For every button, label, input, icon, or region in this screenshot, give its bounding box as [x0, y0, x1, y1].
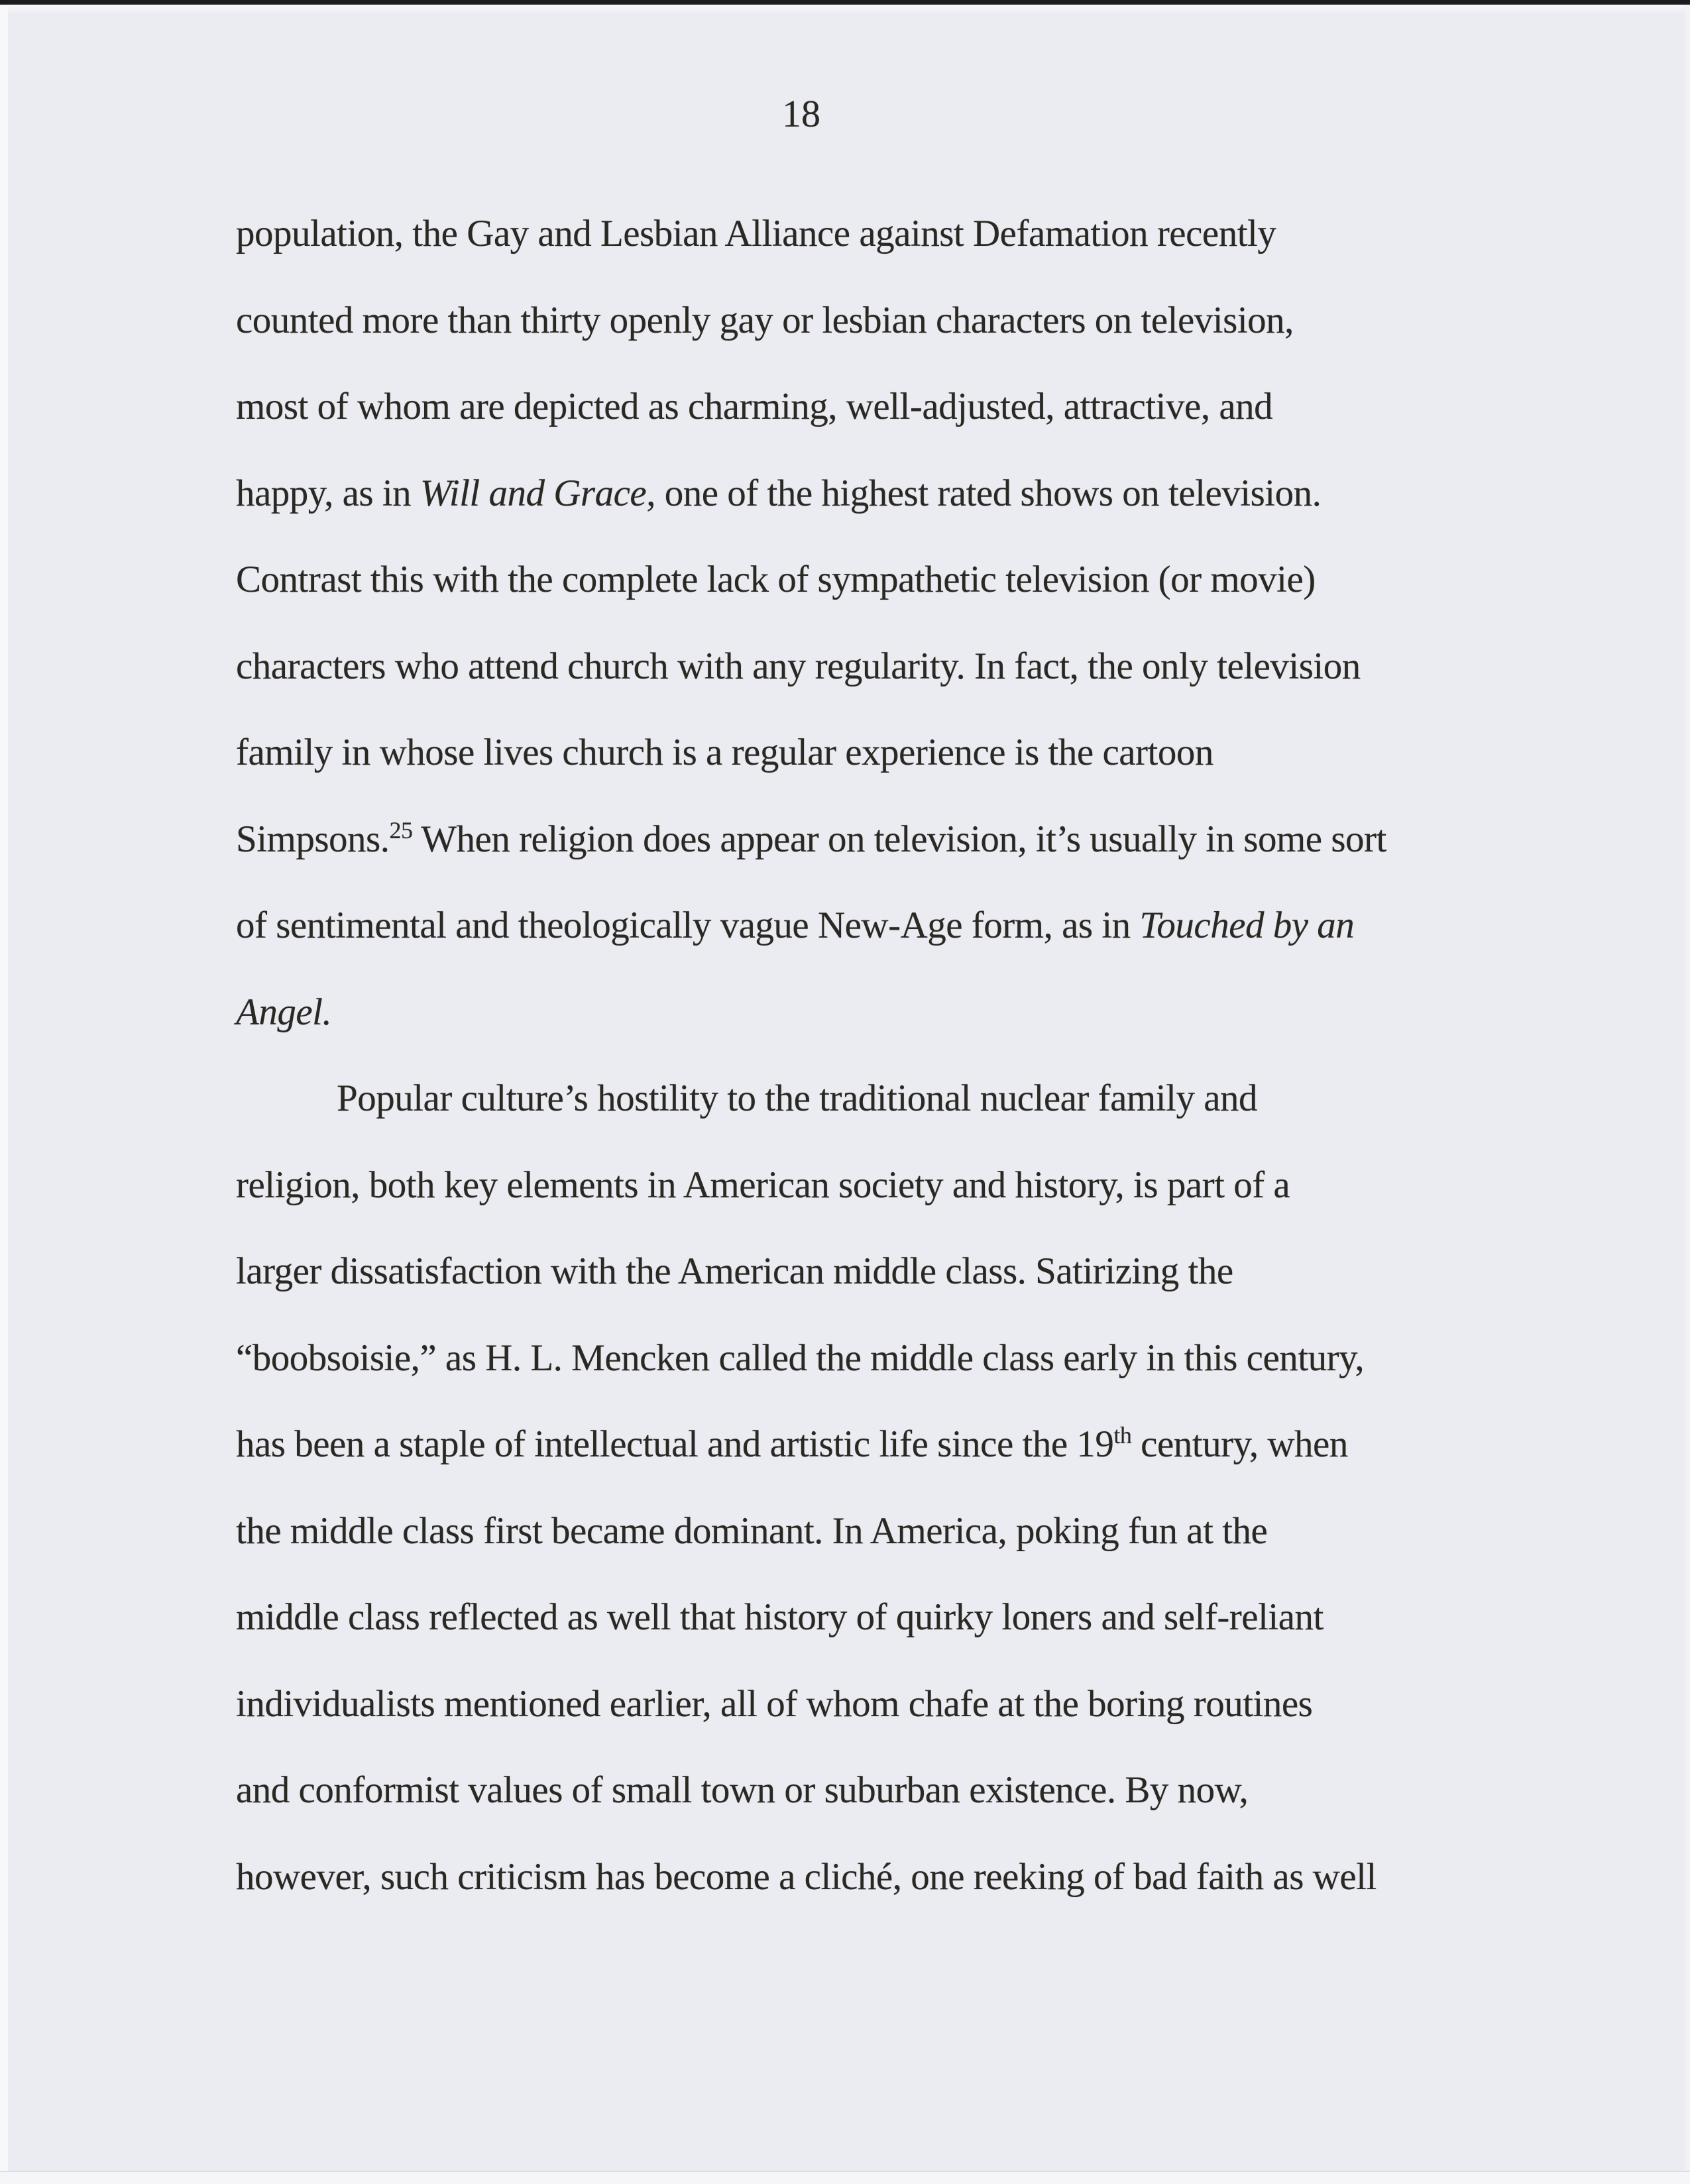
text-segment: th	[1113, 1422, 1132, 1448]
text-segment: 25	[389, 816, 413, 844]
text-segment: population, the Gay and Lesbian Alliance against Defamation recently	[236, 213, 1276, 254]
text-line	[236, 1056, 1545, 1142]
text-line	[236, 969, 1545, 1056]
text-segment: religion, both key elements in American society and history, is part of a	[236, 1164, 1290, 1206]
text-line	[236, 883, 1545, 969]
text-segment: Contrast this with the complete lack of sympathetic television (or movie)	[236, 559, 1316, 600]
text-segment: middle class reflected as well that history of quirky loners and self-reliant	[236, 1596, 1324, 1638]
text-line	[236, 1747, 1545, 1834]
text-line	[236, 1401, 1545, 1488]
text-line	[236, 1228, 1545, 1315]
text-segment: century, when	[1131, 1423, 1348, 1465]
text-segment: and conformist values of small town or suburban existence. By now,	[236, 1769, 1249, 1811]
page-number: 18	[782, 92, 820, 135]
scan-edge-left	[0, 5, 8, 2184]
text-segment: happy, as in	[236, 472, 420, 514]
text-segment: individualists mentioned earlier, all of whom chafe at the boring routines	[236, 1682, 1313, 1725]
text-segment: “boobsoisie,” as H. L. Mencken called the middle class early in this century,	[236, 1337, 1365, 1379]
text-line	[236, 796, 1545, 883]
text-line	[236, 624, 1545, 710]
text-segment: the middle class first became dominant. In America, poking fun at the	[236, 1509, 1268, 1552]
text-segment: of sentimental and theologically vague New-Age form, as in	[236, 904, 1140, 946]
text-segment: most of whom are depicted as charming, well-adjusted, attractive, and	[236, 386, 1273, 427]
text-line	[236, 1488, 1545, 1575]
text-segment: counted more than thirty openly gay or lesbian characters on television,	[236, 299, 1294, 341]
scan-edge-top-soft	[0, 5, 1690, 14]
text-segment: however, such criticism has become a cliché, one reeking of bad faith as well	[236, 1855, 1377, 1898]
text-segment: characters who attend church with any regularity. In fact, the only television	[236, 645, 1361, 687]
text-line	[236, 1574, 1545, 1661]
text-line	[236, 278, 1545, 364]
text-segment: , one of the highest rated shows on television.	[646, 472, 1322, 514]
text-line	[236, 364, 1545, 451]
text-line	[236, 191, 1545, 278]
text-segment: When religion does appear on television, it’s usually in some sort	[412, 818, 1386, 860]
scan-edge-top	[0, 0, 1690, 5]
scan-edge-right	[1685, 5, 1690, 2184]
text-segment: Touched by an	[1139, 904, 1355, 946]
text-segment: Angel.	[236, 991, 332, 1033]
text-line	[236, 1661, 1545, 1748]
text-line	[236, 451, 1545, 537]
text-line	[236, 1315, 1545, 1402]
text-line	[236, 537, 1545, 624]
text-line	[236, 710, 1545, 796]
text-line	[236, 1142, 1545, 1229]
text-segment: Will and Grace	[420, 472, 647, 514]
body-text	[236, 191, 1545, 1920]
text-segment: has been a staple of intellectual and artistic life since the 19	[236, 1423, 1114, 1465]
text-segment: Popular culture’s hostility to the traditional nuclear family and	[337, 1077, 1257, 1119]
scan-edge-bottom	[0, 2171, 1690, 2184]
text-line	[236, 1834, 1545, 1921]
text-segment: Simpsons.	[236, 818, 390, 860]
text-segment: larger dissatisfaction with the American middle class. Satirizing the	[236, 1250, 1233, 1292]
text-segment: family in whose lives church is a regular experience is the cartoon	[236, 732, 1213, 773]
